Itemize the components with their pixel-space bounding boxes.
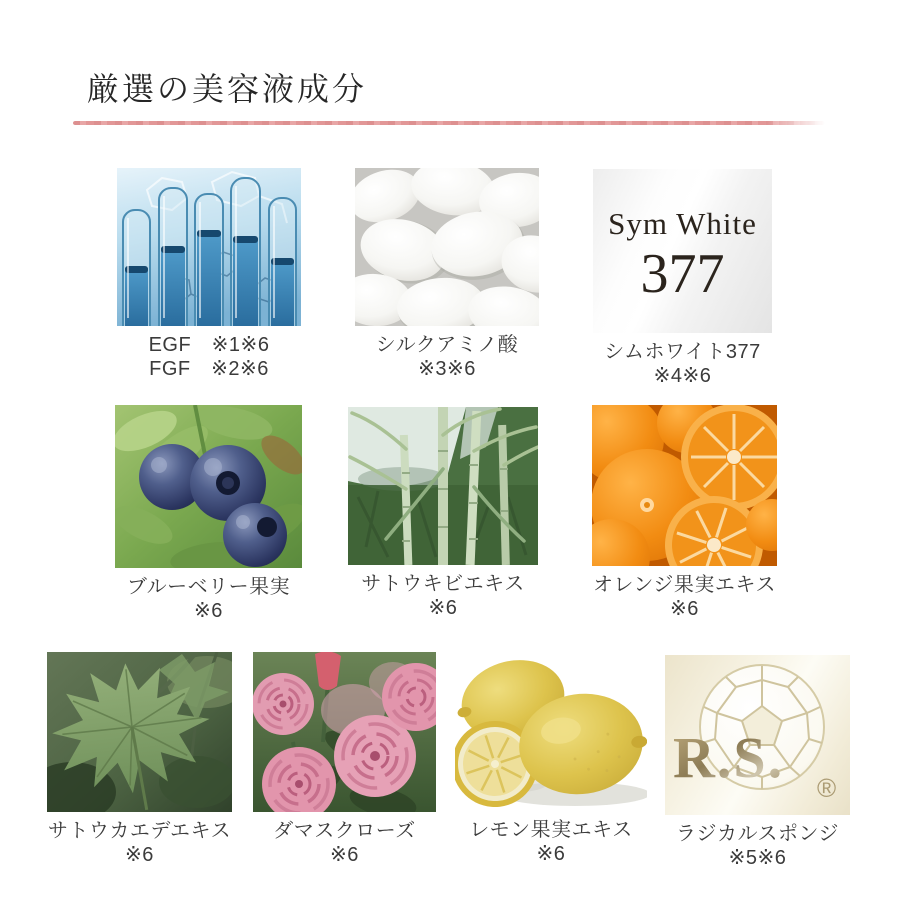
ingredient-label-line1: ダマスクローズ	[273, 820, 416, 842]
orange-halves-image	[592, 405, 777, 566]
maple-leaf-image	[47, 652, 232, 812]
pink-roses-image	[253, 652, 436, 812]
ingredient-card-radical-sponge	[665, 655, 850, 870]
ingredient-label-line1: オレンジ果実エキス	[592, 574, 777, 596]
ingredient-card-damask-rose	[253, 652, 436, 867]
symwhite-number: 377	[640, 243, 725, 305]
title-underline	[73, 121, 825, 125]
ingredient-label-line1: シルクアミノ酸	[375, 334, 519, 356]
ingredient-label-line2: ※5※6	[728, 847, 787, 869]
ingredient-label-line2: ※6	[670, 598, 699, 620]
ingredient-label-line2: ※6	[428, 597, 458, 619]
ingredient-label-line1: ラジカルスポンジ	[676, 823, 839, 845]
lemons-image	[455, 652, 647, 811]
ingredient-card-egf-fgf	[117, 168, 301, 381]
ingredient-card-blueberry	[115, 405, 302, 623]
ingredient-label-line2: ※3※6	[418, 358, 476, 380]
ingredient-label-line2: ※6	[125, 844, 154, 866]
sym-white-377-image	[593, 169, 772, 333]
ingredient-card-lemon	[455, 652, 647, 866]
page-title: 厳選の美容液成分	[87, 71, 368, 107]
fullerene-ball-image	[665, 655, 850, 815]
silk-cocoons-image	[355, 168, 539, 326]
ingredient-card-orange	[592, 405, 777, 621]
ingredient-card-symwhite-377	[593, 169, 772, 388]
ingredient-card-sugarcane	[348, 407, 538, 620]
ingredient-label-line1: サトウカエデエキス	[47, 820, 232, 842]
registered-trademark-mark: ®	[817, 773, 837, 803]
ingredient-card-sugar-maple	[47, 652, 232, 867]
symwhite-wordmark: Sym White	[608, 206, 757, 241]
ingredient-label-line2: ※4※6	[653, 365, 712, 387]
ingredient-label-line1: ブルーベリー果実	[126, 576, 291, 598]
ingredient-label-line1: レモン果実エキス	[469, 819, 633, 841]
test-tubes-image	[117, 168, 301, 326]
ingredient-label-line1: サトウキビエキス	[361, 573, 525, 595]
sugarcane-field-image	[348, 407, 538, 565]
ingredient-label-line1: シムホワイト377	[604, 341, 761, 363]
ingredient-label-line2: FGF ※2※6	[149, 358, 269, 380]
ingredient-label-line2: ※6	[194, 600, 223, 622]
ingredient-label-line2: ※6	[330, 844, 359, 866]
blueberries-image	[115, 405, 302, 568]
ingredient-label-line2: ※6	[536, 843, 566, 865]
rs-wordmark: R.S.	[673, 725, 785, 790]
ingredient-label-line1: EGF ※1※6	[148, 334, 270, 356]
ingredient-card-silk-amino-acid	[355, 168, 539, 381]
